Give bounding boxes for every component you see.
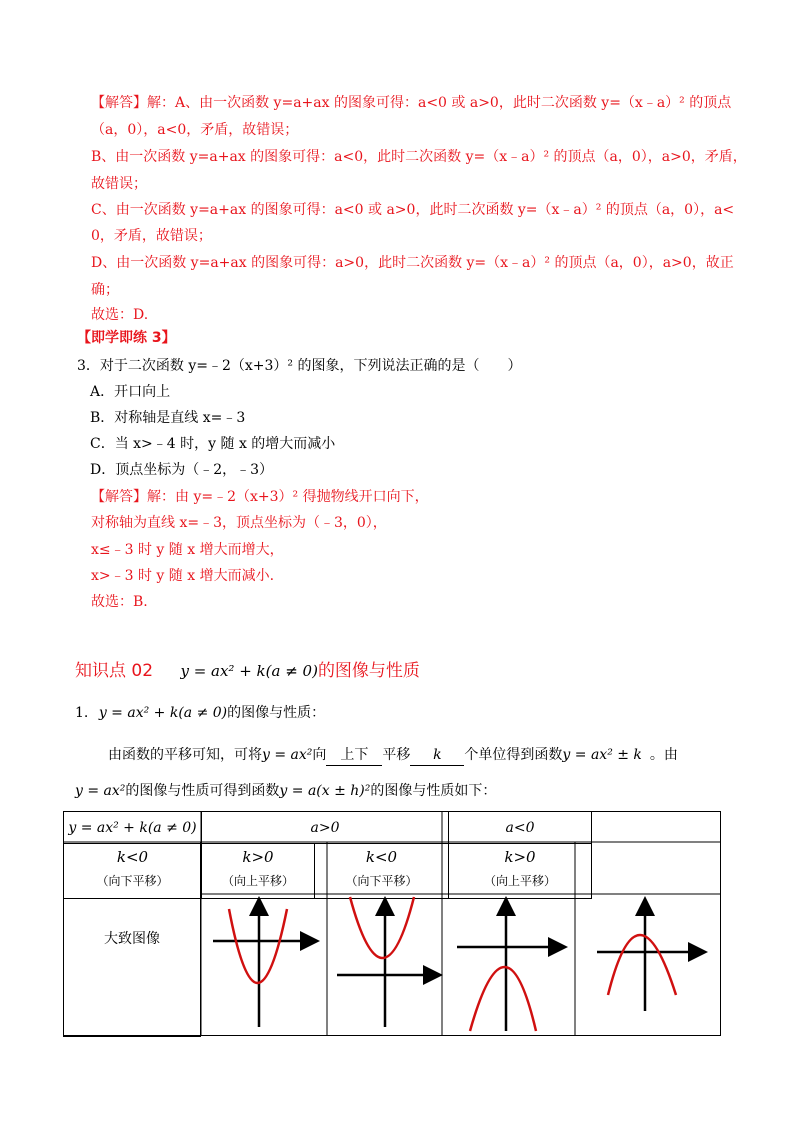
practice-heading: 【即学即练 3】 <box>77 330 176 346</box>
header-a-positive: a>0 <box>202 812 449 844</box>
answer-line-1: 【解答】解：A、由一次函数 y=a+ax 的图象可得：a<0 或 a>0，此时二次函数 y=（x﹣a）² 的顶点 <box>91 95 732 111</box>
blank-direction: 上下 <box>326 745 382 766</box>
k-label: k<0 <box>116 848 149 866</box>
answer-line-5: C、由一次函数 y=a+ax 的图象可得：a<0 或 a>0，此时二次函数 y=（x﹣a）² 的顶点（a，0），a< <box>91 202 735 218</box>
p1-text-b: 向 <box>312 747 327 763</box>
answer-line-8: 确； <box>91 282 119 298</box>
option-b: B．对称轴是直线 x=﹣3 <box>90 410 246 426</box>
answer-line-7: D、由一次函数 y=a+ax 的图象可得：a>0，此时二次函数 y=（x﹣a）² 的顶点（a，0），a>0，故正 <box>91 255 734 271</box>
k-label: k>0 <box>242 848 274 866</box>
p2-formula-1: y = ax² <box>75 783 126 799</box>
graph-grid <box>63 811 723 1037</box>
knowledge-title: 的图像与性质 <box>317 661 420 681</box>
knowledge-formula: y = ax² + k(a ≠ 0) <box>180 662 318 680</box>
p1-text-a: 由函数的平移可知，可将 <box>108 747 262 763</box>
item-formula: y = ax² + k(a ≠ 0) <box>98 705 228 721</box>
blank-units: k <box>410 745 464 766</box>
k-label: k<0 <box>365 848 398 866</box>
graph-a-neg-k-pos <box>597 901 703 1011</box>
p2-formula-2: y = a(x ± h)² <box>279 783 371 799</box>
graph-a-neg-k-neg <box>457 901 563 1031</box>
p2-text-b: 的图像与性质如下： <box>370 783 497 799</box>
shift-label: （向下平移） <box>96 874 169 888</box>
paragraph-line-1 <box>108 745 678 766</box>
item-text: 的图像与性质： <box>227 705 326 721</box>
solution-line-5: 故选：B. <box>91 594 148 610</box>
table-corner: y = ax² + k(a ≠ 0) <box>64 812 202 844</box>
knowledge-number: 知识点 02 <box>75 661 154 681</box>
answer-line-9: 故选：D. <box>91 307 149 323</box>
graph-a-pos-k-neg <box>213 901 315 1027</box>
item-1 <box>75 703 325 723</box>
p1-text-c: 平移 <box>382 747 411 763</box>
paragraph-line-2 <box>75 781 496 801</box>
option-d: D．顶点坐标为（﹣2，﹣3） <box>90 462 274 478</box>
shift-label: （向下平移） <box>345 874 418 888</box>
p1-formula-2: y = ax² ± k <box>562 747 642 763</box>
shift-label: （向上平移） <box>221 874 294 888</box>
knowledge-heading <box>75 656 420 681</box>
solution-line-1: 【解答】解：由 y=﹣2（x+3）² 得抛物线开口向下， <box>91 489 429 505</box>
p1-text-e: 。由 <box>649 747 678 763</box>
option-a: A．开口向上 <box>90 384 171 400</box>
item-number: 1. <box>75 705 89 721</box>
answer-line-6: 0，矛盾，故错误； <box>91 228 212 244</box>
shift-label: （向上平移） <box>483 874 556 888</box>
solution-line-3: x≤﹣3 时 y 随 x 增大而增大， <box>91 542 284 558</box>
solution-line-2: 对称轴为直线 x=﹣3，顶点坐标为（﹣3，0）， <box>91 515 387 531</box>
answer-line-3: B、由一次函数 y=a+ax 的图象可得：a<0，此时二次函数 y=（x﹣a）² 的顶点（a，0），a>0，矛盾， <box>91 149 747 165</box>
graph-a-pos-k-pos <box>337 897 438 1027</box>
solution-line-4: x>﹣3 时 y 随 x 增大而减小. <box>91 568 275 584</box>
answer-line-4: 故错误； <box>91 176 147 192</box>
row-label: 大致图像 <box>104 931 160 947</box>
practice-question: 3．对于二次函数 y=﹣2（x+3）² 的图象，下列说法正确的是（ ） <box>77 358 522 374</box>
header-a-negative: a<0 <box>449 812 592 844</box>
answer-line-2: （a，0），a<0，矛盾，故错误； <box>91 122 299 138</box>
k-label: k>0 <box>504 848 536 866</box>
option-c: C．当 x>﹣4 时，y 随 x 的增大而减小 <box>90 436 336 452</box>
p2-text-a: 的图像与性质可得到函数 <box>125 783 280 799</box>
p1-text-d: 个单位得到函数 <box>464 747 563 763</box>
p1-formula-1: y = ax² <box>262 747 313 763</box>
